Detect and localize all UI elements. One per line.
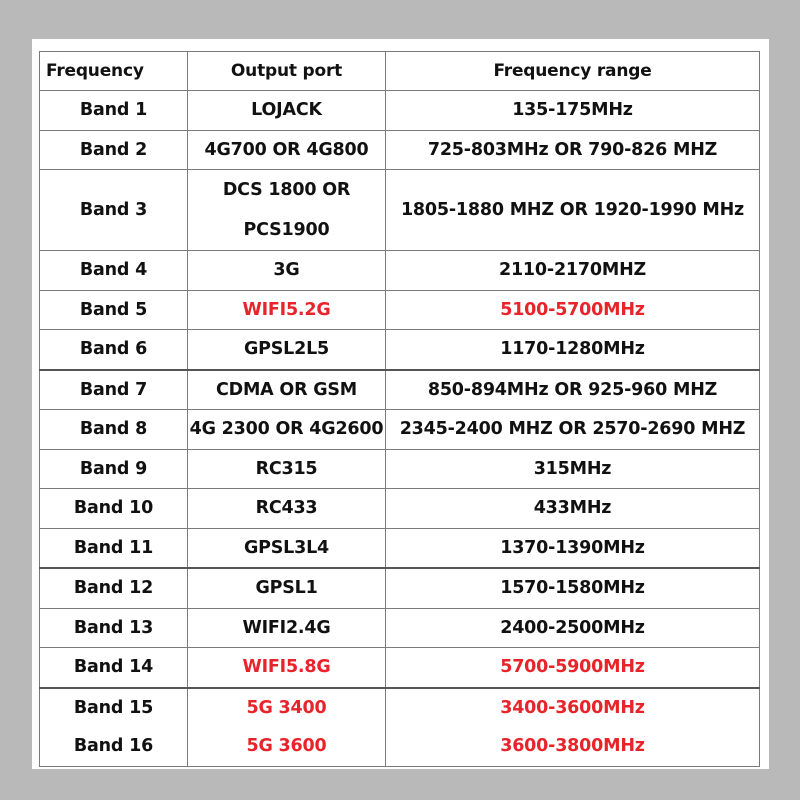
table-row-band-11 [40,528,760,568]
output-port-cell: GPSL1 [188,568,386,608]
header-frequency-range: Frequency range [386,52,760,91]
band-cell: Band 6 [40,330,188,370]
header-frequency: Frequency [40,52,188,91]
band-cell: Band 1 [40,91,188,131]
frequency-range-cell: 725-803MHz OR 790-826 MHZ [386,130,760,170]
header-output-port: Output port [188,52,386,91]
frequency-range-cell: 5100-5700MHz [386,290,760,330]
output-port-line-2: PCS1900 [243,220,330,240]
band-cell: Band 16 [40,727,188,766]
table-row-band-6 [40,330,760,370]
table-row-band-3 [40,170,760,251]
output-port-cell: 4G 2300 OR 4G2600 [188,410,386,450]
band-cell: Band 5 [40,290,188,330]
frequency-range-cell: 3400-3600MHz [386,688,760,728]
output-port-cell: RC315 [188,449,386,489]
output-port-cell: 5G 3600 [188,727,386,766]
band-cell: Band 15 [40,688,188,728]
table-row-band-15 [40,688,760,728]
frequency-range-cell: 1170-1280MHz [386,330,760,370]
frequency-range-cell: 1570-1580MHz [386,568,760,608]
band-cell: Band 3 [40,170,188,251]
output-port-cell: WIFI5.8G [188,648,386,688]
table-row-band-14 [40,648,760,688]
output-port-cell [188,170,386,251]
table-row-band-10 [40,489,760,529]
band-cell: Band 11 [40,528,188,568]
band-cell: Band 14 [40,648,188,688]
table-row-band-1 [40,91,760,131]
frequency-range-cell: 433MHz [386,489,760,529]
frequency-range-cell: 315MHz [386,449,760,489]
output-port-cell: 3G [188,251,386,291]
table-row-band-5 [40,290,760,330]
table-row-band-2 [40,130,760,170]
output-port-cell: CDMA OR GSM [188,370,386,410]
output-port-cell: RC433 [188,489,386,529]
frequency-range-cell: 5700-5900MHz [386,648,760,688]
frequency-range-cell: 1370-1390MHz [386,528,760,568]
band-cell: Band 12 [40,568,188,608]
output-port-cell: WIFI2.4G [188,608,386,648]
band-cell: Band 13 [40,608,188,648]
table-row-band-7 [40,370,760,410]
output-port-cell: 4G700 OR 4G800 [188,130,386,170]
output-port-cell: LOJACK [188,91,386,131]
document-sheet [32,39,769,769]
header-row [40,52,760,91]
band-cell: Band 9 [40,449,188,489]
table-row-band-8 [40,410,760,450]
frequency-range-cell: 135-175MHz [386,91,760,131]
table-row-band-9 [40,449,760,489]
frequency-range-cell: 850-894MHz OR 925-960 MHZ [386,370,760,410]
band-cell: Band 2 [40,130,188,170]
table-row-band-13 [40,608,760,648]
frequency-range-cell: 1805-1880 MHZ OR 1920-1990 MHz [386,170,760,251]
frequency-range-cell: 2110-2170MHZ [386,251,760,291]
table-row-band-12 [40,568,760,608]
output-port-cell: WIFI5.2G [188,290,386,330]
frequency-range-cell: 2400-2500MHz [386,608,760,648]
frequency-range-cell: 3600-3800MHz [386,727,760,766]
output-port-cell: 5G 3400 [188,688,386,728]
band-cell: Band 10 [40,489,188,529]
band-cell: Band 8 [40,410,188,450]
output-port-line-1: DCS 1800 OR [222,180,351,200]
table-row-band-4 [40,251,760,291]
band-cell: Band 4 [40,251,188,291]
frequency-band-table [39,51,760,767]
frequency-range-cell: 2345-2400 MHZ OR 2570-2690 MHZ [386,410,760,450]
table-row-band-16 [40,727,760,766]
output-port-cell: GPSL2L5 [188,330,386,370]
band-cell: Band 7 [40,370,188,410]
output-port-cell: GPSL3L4 [188,528,386,568]
